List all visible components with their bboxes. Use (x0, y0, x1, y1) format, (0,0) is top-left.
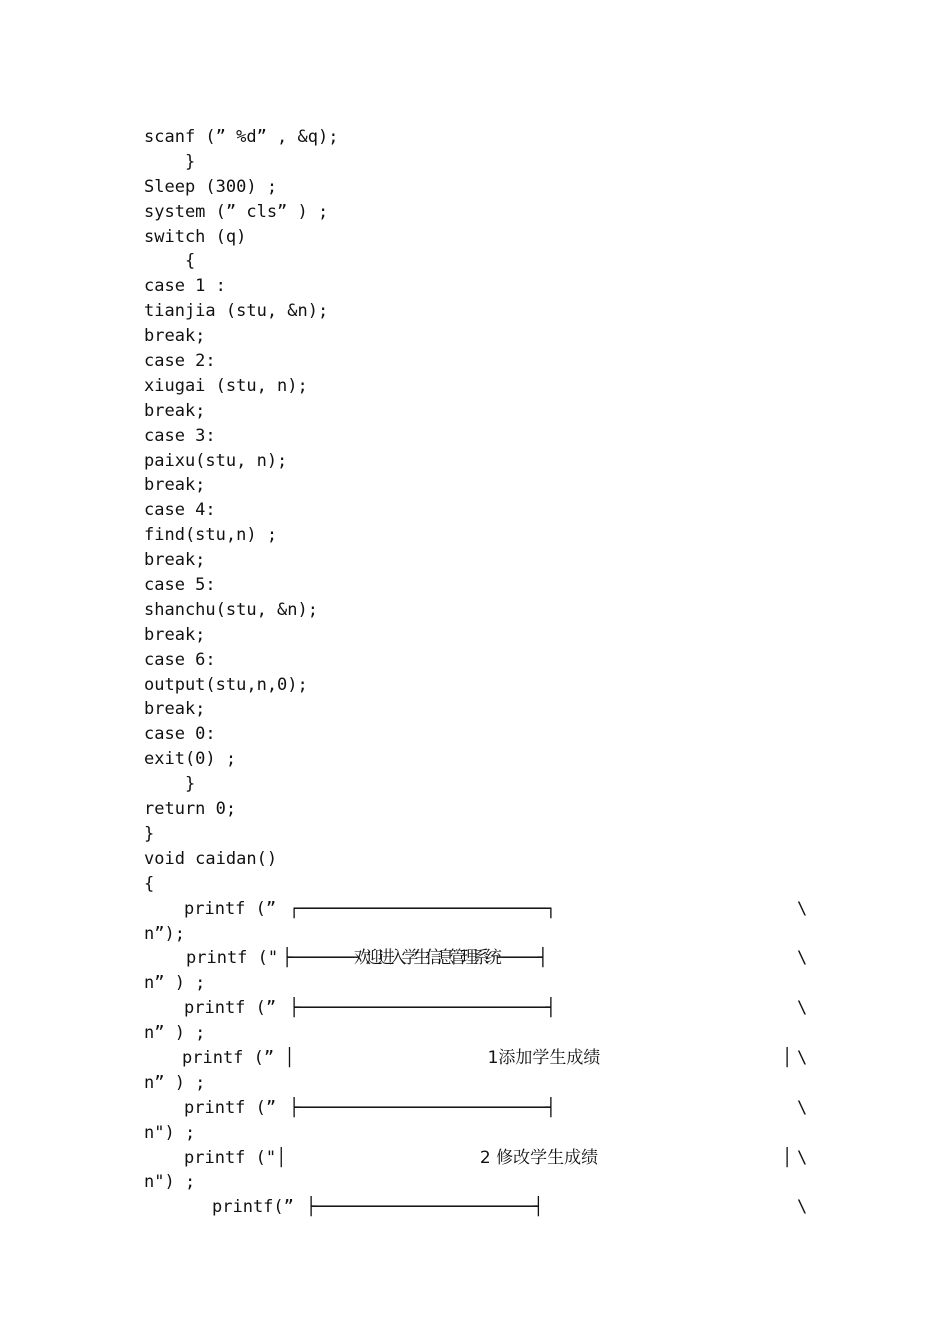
code-line: break; (144, 699, 206, 720)
line-continuation: \ (797, 1147, 808, 1168)
printf-continuation: n") ; (144, 1172, 196, 1193)
code-line: break; (144, 326, 206, 347)
code-line: shanchu(stu, &n); (144, 599, 318, 620)
printf-continuation: n” ) ; (144, 1023, 206, 1044)
code-line: case 0: (144, 724, 216, 745)
printf-continuation: n” ) ; (144, 1072, 206, 1093)
printf-prefix: printf (” (184, 898, 287, 919)
code-line: paixu(stu, n); (144, 450, 288, 471)
code-line: break; (144, 550, 206, 571)
printf-prefix: printf(” (212, 1197, 305, 1218)
line-continuation: \ (797, 998, 808, 1019)
code-line: xiugai (stu, n); (144, 375, 308, 396)
code-line: { (144, 873, 155, 894)
line-continuation: \ (797, 1047, 808, 1068)
line-continuation: \ (797, 948, 808, 969)
menu-border: ┌─────────────────────────────────────────────────┐ (289, 898, 551, 919)
menu-printf-line (144, 1146, 824, 1171)
menu-printf-line (144, 946, 824, 971)
code-line: break; (144, 624, 206, 645)
code-line: return 0; (144, 799, 237, 820)
menu-separator: ├─────────────────────────────────────────────────┤ (289, 998, 551, 1019)
code-line: find(stu,n) ; (144, 525, 278, 546)
menu-option-add-score: 1添加学生成绩 (487, 1047, 601, 1068)
code-line: case 4: (144, 500, 216, 521)
code-line: Sleep (300) ; (144, 176, 278, 197)
printf-prefix: printf (” (184, 1097, 287, 1118)
code-line: system (” cls” ) ; (144, 201, 329, 222)
code-line: case 2: (144, 351, 216, 372)
menu-printf-line (144, 1195, 824, 1220)
code-line: break; (144, 400, 206, 421)
menu-right-bar: │ (782, 1047, 793, 1068)
code-line: tianjia (stu, &n); (144, 301, 329, 322)
menu-printf-line (144, 996, 824, 1021)
code-line: exit(0) ; (144, 749, 237, 770)
code-line: switch (q) (144, 226, 247, 247)
printf-continuation: n”); (144, 923, 185, 944)
printf-prefix: printf (” │ (182, 1047, 295, 1068)
code-line: output(stu,n,0); (144, 674, 308, 695)
menu-printf-line (144, 1096, 824, 1121)
code-listing (144, 125, 824, 1220)
code-line: { (144, 251, 196, 272)
line-continuation: \ (797, 1097, 808, 1118)
printf-prefix: printf ("│ (184, 1147, 287, 1168)
code-line: } (144, 823, 155, 844)
code-line: case 5: (144, 575, 216, 596)
code-line: case 1 : (144, 276, 226, 297)
menu-separator: ├──────────────────────────────────────────┤ (306, 1197, 539, 1218)
menu-right-bar: │ (782, 1147, 793, 1168)
code-line: case 3: (144, 425, 216, 446)
code-line: } (144, 151, 196, 172)
code-line: } (144, 774, 196, 795)
code-line: case 6: (144, 649, 216, 670)
menu-title: ├─────────────欢迎进入学生信息管理系统────────┤ (282, 948, 543, 969)
menu-printf-line (144, 897, 824, 922)
menu-separator: ├─────────────────────────────────────────────────┤ (289, 1097, 551, 1118)
menu-printf-line (144, 1046, 824, 1071)
printf-continuation: n” ) ; (144, 973, 206, 994)
menu-option-edit-score: 2 修改学生成绩 (479, 1147, 599, 1168)
code-line: void caidan() (144, 848, 278, 869)
printf-prefix: printf (" (186, 948, 279, 969)
code-line: break; (144, 475, 206, 496)
line-continuation: \ (797, 898, 808, 919)
printf-prefix: printf (” (184, 998, 287, 1019)
code-line: scanf (” %d” , &q); (144, 127, 339, 147)
menu-title-bar (282, 946, 543, 971)
line-continuation: \ (797, 1197, 808, 1218)
printf-continuation: n") ; (144, 1122, 196, 1143)
